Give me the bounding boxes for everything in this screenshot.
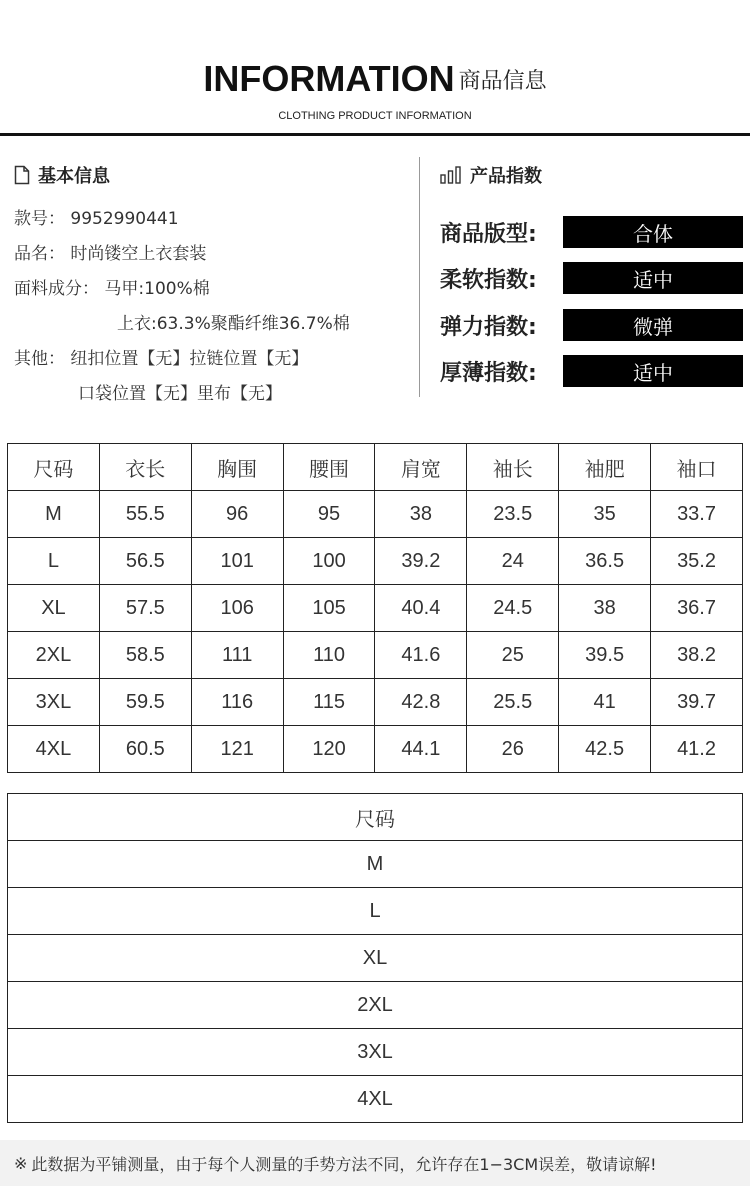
product-index-heading (440, 160, 745, 190)
table-row (8, 841, 743, 888)
table-header-cell: 衣长 (99, 444, 191, 491)
table-row (8, 726, 743, 773)
style-number: 款号： 9952990441 (14, 209, 179, 229)
product-name: 品名： 时尚镂空上衣套装 (14, 244, 207, 264)
table-cell: 42.8 (375, 679, 467, 726)
reference-mark-icon: ※ (14, 1153, 28, 1173)
table-header-cell: 腰围 (283, 444, 375, 491)
table-cell: 39.7 (651, 679, 743, 726)
table-cell: XL (8, 935, 743, 982)
table-cell: 4XL (8, 1076, 743, 1123)
table-row (8, 982, 743, 1029)
title-cn: 商品信息 (458, 68, 547, 94)
table-cell: 58.5 (99, 632, 191, 679)
section-divider (419, 157, 420, 397)
index-row-fit (440, 216, 745, 248)
table-cell: 116 (191, 679, 283, 726)
index-value: 适中 (563, 355, 743, 387)
index-row-elasticity (440, 309, 745, 341)
table-cell: 59.5 (99, 679, 191, 726)
table-cell: 42.5 (559, 726, 651, 773)
table-cell: 24.5 (467, 585, 559, 632)
basic-info-section (14, 160, 414, 190)
document-icon (14, 165, 30, 185)
table-header-cell: 胸围 (191, 444, 283, 491)
table-cell: 2XL (8, 982, 743, 1029)
table-cell: 55.5 (99, 491, 191, 538)
bar-chart-icon (440, 166, 462, 184)
size-list-table (7, 793, 743, 1123)
table-header-cell: 袖肥 (559, 444, 651, 491)
index-row-thickness (440, 355, 745, 387)
title-row (0, 58, 750, 100)
fabric-vest: 面料成分： 马甲:100%棉 (14, 279, 210, 299)
table-cell: 56.5 (99, 538, 191, 585)
index-value: 适中 (563, 262, 743, 294)
table-cell: 41.6 (375, 632, 467, 679)
table-cell: 121 (191, 726, 283, 773)
table-cell: 57.5 (99, 585, 191, 632)
table-row (8, 794, 743, 841)
basic-info-heading (14, 160, 414, 190)
table-cell: 3XL (8, 679, 100, 726)
fabric-top: 上衣:63.3%聚酯纤维36.7%棉 (117, 314, 350, 334)
table-cell: 3XL (8, 1029, 743, 1076)
table-cell: 40.4 (375, 585, 467, 632)
table-cell: 25 (467, 632, 559, 679)
index-value: 微弹 (563, 309, 743, 341)
index-row-softness (440, 262, 745, 294)
table-cell: 44.1 (375, 726, 467, 773)
table-header-cell: 袖口 (651, 444, 743, 491)
table-header-cell: 尺码 (8, 444, 100, 491)
table-cell: 38 (559, 585, 651, 632)
basic-info-title: 基本信息 (38, 166, 110, 187)
table-cell: 35.2 (651, 538, 743, 585)
table-row (8, 632, 743, 679)
title-en: INFORMATION (203, 58, 455, 99)
table-row (8, 935, 743, 982)
table-header-cell: 肩宽 (375, 444, 467, 491)
header-divider (0, 133, 750, 136)
measurement-note (0, 1140, 750, 1186)
table-cell: 41.2 (651, 726, 743, 773)
other-info-cont: 口袋位置【无】里布【无】 (78, 384, 282, 404)
table-cell: 25.5 (467, 679, 559, 726)
subtitle: CLOTHING PRODUCT INFORMATION (278, 110, 472, 122)
table-cell: 4XL (8, 726, 100, 773)
table-cell: 115 (283, 679, 375, 726)
index-label: 弹力指数: (440, 314, 537, 340)
table-cell: M (8, 491, 100, 538)
table-header-cell: 袖长 (467, 444, 559, 491)
table-cell: 105 (283, 585, 375, 632)
index-value: 合体 (563, 216, 743, 248)
table-cell: 39.2 (375, 538, 467, 585)
size-chart-table (7, 443, 743, 773)
table-cell: 60.5 (99, 726, 191, 773)
table-row (8, 1029, 743, 1076)
table-cell: 120 (283, 726, 375, 773)
table-row (8, 1076, 743, 1123)
table-header-row (8, 444, 743, 491)
table-cell: 38 (375, 491, 467, 538)
table-cell: 26 (467, 726, 559, 773)
table-row (8, 679, 743, 726)
product-index-title: 产品指数 (470, 166, 542, 187)
table-cell: 41 (559, 679, 651, 726)
table-cell: 23.5 (467, 491, 559, 538)
table-row (8, 491, 743, 538)
table-cell: XL (8, 585, 100, 632)
table-cell: 101 (191, 538, 283, 585)
table-cell: 尺码 (8, 794, 743, 841)
table-row (8, 585, 743, 632)
table-cell: 106 (191, 585, 283, 632)
table-cell: M (8, 841, 743, 888)
table-cell: 36.7 (651, 585, 743, 632)
other-info: 其他： 纽扣位置【无】拉链位置【无】 (14, 349, 309, 369)
table-cell: 110 (283, 632, 375, 679)
index-label: 商品版型: (440, 221, 537, 247)
index-label: 厚薄指数: (440, 360, 537, 386)
note-text: 此数据为平铺测量，由于每个人测量的手势方法不同，允许存在1−3CM误差，敬请谅解! (31, 1154, 657, 1174)
table-cell: 39.5 (559, 632, 651, 679)
table-cell: 36.5 (559, 538, 651, 585)
table-cell: 33.7 (651, 491, 743, 538)
table-cell: 96 (191, 491, 283, 538)
index-label: 柔软指数: (440, 267, 537, 293)
table-cell: 95 (283, 491, 375, 538)
table-cell: 100 (283, 538, 375, 585)
table-cell: 2XL (8, 632, 100, 679)
table-cell: 35 (559, 491, 651, 538)
table-cell: L (8, 538, 100, 585)
table-row (8, 538, 743, 585)
table-row (8, 888, 743, 935)
table-cell: L (8, 888, 743, 935)
table-cell: 24 (467, 538, 559, 585)
page-header (0, 0, 750, 140)
product-index-section (440, 160, 745, 190)
table-cell: 111 (191, 632, 283, 679)
table-cell: 38.2 (651, 632, 743, 679)
